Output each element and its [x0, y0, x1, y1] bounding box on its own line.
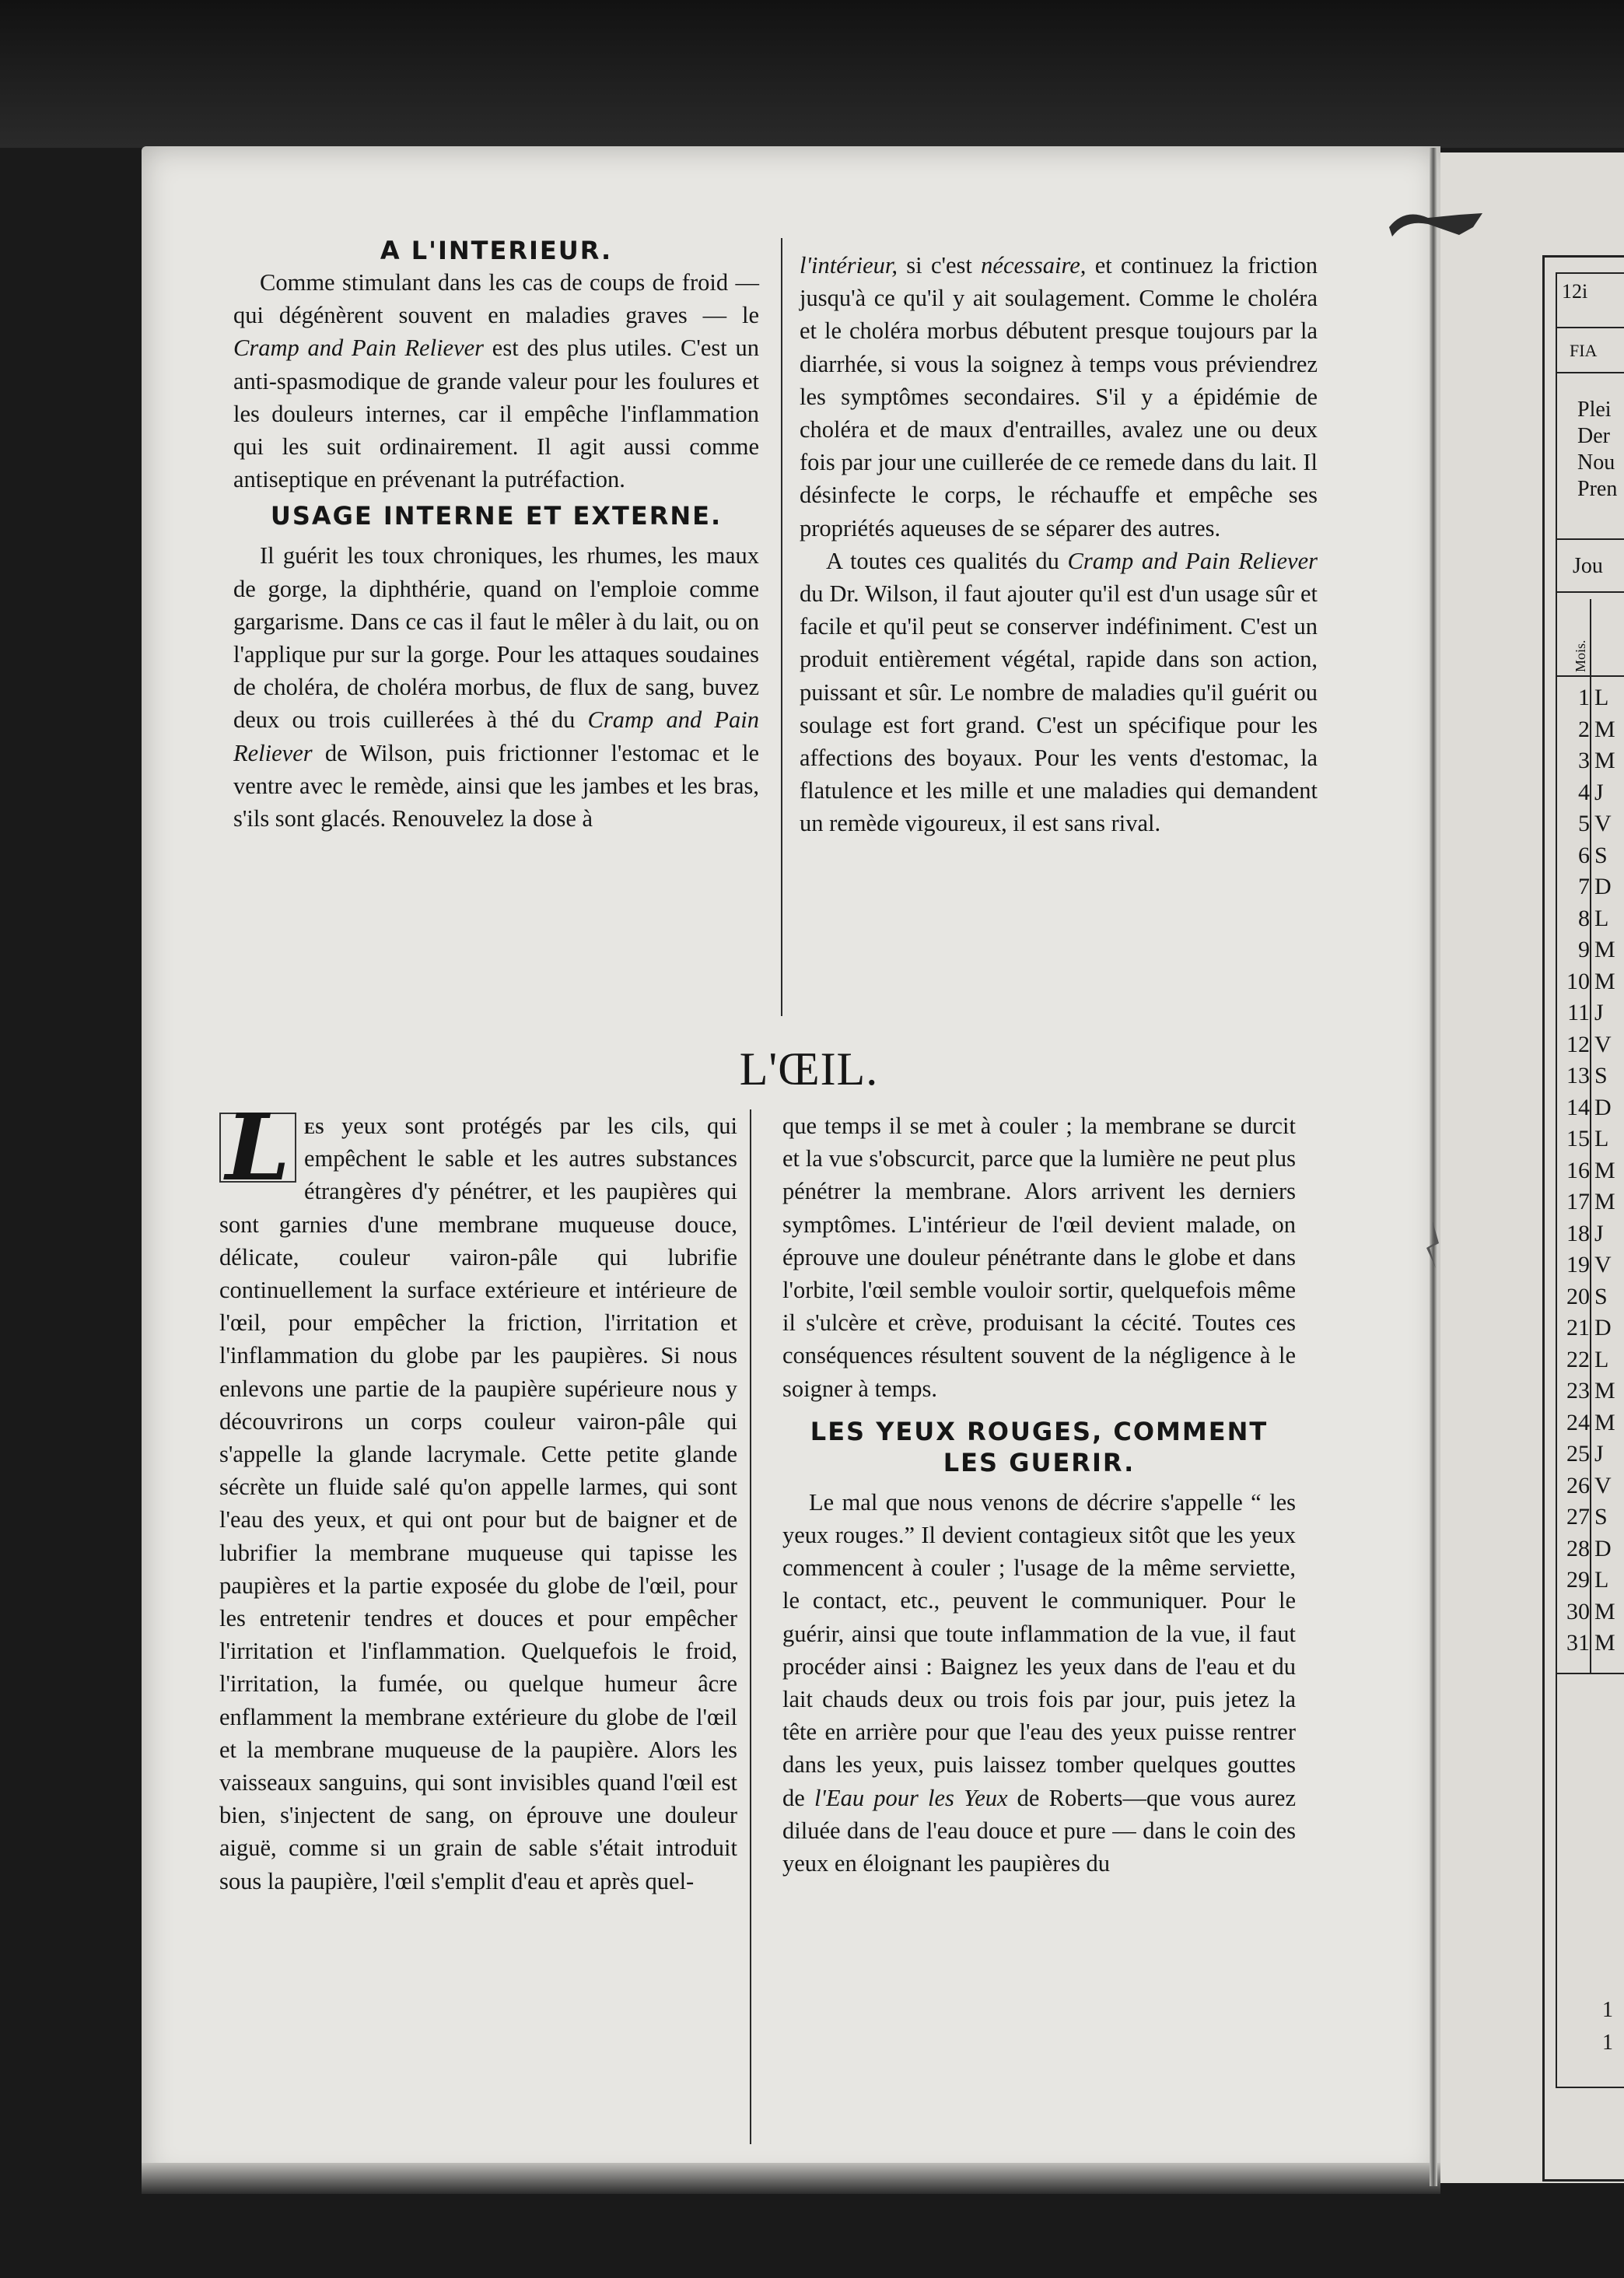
day-letter: L	[1594, 685, 1609, 710]
day-letter: V	[1594, 1472, 1612, 1498]
paragraph	[782, 1486, 1296, 1880]
day-number: 15	[1566, 1126, 1590, 1151]
calendar-month-header: FIA	[1557, 327, 1624, 373]
text: yeux sont protégés par les cils, qui empêchent le sable et les autres substances étrangères d'y pénétrer, et les paupières qui sont garnies d'une membrane muqueuse douce, délicate, couleur vairon-pâle qui lubrifie continuellement la surface extérieure et intérieure de l'œil, pour empêcher la friction, l'irritation et l'inflammation du globe par les paupières. Si nous enlevons une partie de la paupière supérieure nous y découvrirons un corps couleur vairon-pâle qui s'appelle la glande lacrymale. Cette petite glande sécrète un fluide salé qu'on appelle larmes, qui sont l'eau des yeux, et qui ont pour but de baigner et de lubrifier la membrane muqueuse qui tapisse les paupières et la partie exposée du globe de l'œil, pour les entretenir tendres et douces et pour empêcher l'irritation et l'inflammation. Quelquefois le froid, l'irritation, la fumée, ou quelque humeur âcre enflamment la membrane extérieure du globe de l'œil et la membrane muqueuse de la paupière. Alors les vaisseaux sanguins, qui sont invisibles quand l'œil est bien, s'injectent de sang, on éprouve une douleur aiguë, comme si un grain de sable s'était introduit sous la paupière, l'œil s'emplit d'eau et après quel-	[219, 1113, 737, 1894]
paragraph	[219, 1093, 737, 1898]
moon-phase-item: Der	[1577, 424, 1610, 448]
moon-phase-item: Pren	[1577, 477, 1618, 501]
calendar-day-row	[1557, 1630, 1619, 1662]
calendar-day-row	[1557, 1536, 1619, 1568]
calendar-jour-header: Jou	[1557, 538, 1624, 593]
day-letter: V	[1594, 811, 1612, 836]
calendar-day-row	[1557, 937, 1619, 969]
day-number: 31	[1566, 1630, 1590, 1656]
day-letter: M	[1594, 1630, 1615, 1656]
calendar-day-row	[1557, 1158, 1619, 1190]
text: Le mal que nous venons de décrire s'appelle “ les yeux rouges.” Il devient contagieux sitôt que les yeux commencent à couler ; l'usage de la même serviette, le contact, etc., peuvent le communiquer. Pour le guérir, ainsi que toute inflammation de la vue, il faut procéder ainsi : Baignez les yeux dans de l'eau et du lait chauds deux ou trois fois par jour, puis jetez la tête en arrière pour que l'eau des yeux puisse rentrer dans les yeux, puis laissez tomber quelques gouttes de	[782, 1488, 1296, 1811]
moon-phase-item: Nou	[1577, 450, 1615, 475]
calendar-day-row	[1557, 811, 1619, 843]
product-name: Cramp and Pain Reliever	[1067, 547, 1318, 574]
calendar-day-row	[1557, 906, 1619, 937]
calendar-day-row	[1557, 1032, 1619, 1064]
day-letter: S	[1594, 1063, 1608, 1088]
text: de Wilson, puis frictionner l'estomac et le ventre avec le remède, ainsi que les jambes et les bras, s'ils sont glacés. Renouvelez la dose à	[233, 739, 759, 832]
day-number: 16	[1566, 1157, 1590, 1183]
paragraph: que temps il se met à couler ; la membrane se durcit et la vue s'obscurcit, parce que la lumière ne peut plus pénétrer la membrane. Alors arrivent les derniers symptômes. L'intérieur de l'œil devient malade, on éprouve une douleur pénétrante dans le globe et dans l'orbite, l'œil semble vouloir sortir, quelquefois même il s'ulcère et crève, produisant la cécité. Toutes ces conséquences résultent souvent de la négligence à le soigner à temps.	[782, 1113, 1296, 1402]
day-number: 29	[1566, 1567, 1590, 1593]
calendar-day-row	[1557, 1378, 1619, 1410]
column-oeil-continued	[782, 1109, 1296, 1880]
day-number: 25	[1566, 1441, 1590, 1467]
product-name: Cramp and Pain Reliever	[233, 706, 759, 766]
text: Il guérit les toux chroniques, les rhumes, les maux de gorge, la diphthérie, quand on l'emploie comme gargarisme. Dans ce cas il faut le mêler à du lait, ou on l'applique pur sur la gorge. Pour les attaques soudaines de choléra, de choléra morbus, de flux de sang, buvez deux ou trois cuillerées à thé du	[233, 542, 759, 734]
calendar-day-row	[1557, 1347, 1619, 1379]
day-number: 10	[1566, 968, 1590, 994]
column-rule	[781, 238, 782, 1016]
text-italic: l'intérieur,	[800, 252, 898, 279]
calendar-day-row	[1557, 1095, 1619, 1127]
day-number: 17	[1566, 1189, 1590, 1214]
text: Comme stimulant dans les cas de coups de froid — qui dégénèrent souvent en maladies graves — le	[233, 269, 759, 329]
page-tear	[1423, 1221, 1447, 1268]
day-letter: M	[1594, 1409, 1615, 1435]
calendar-day-row	[1557, 1126, 1619, 1158]
calendar-header: 12i	[1562, 280, 1588, 303]
text: et continuez la friction jusqu'à ce qu'il y ait soulagement. Comme le choléra et le choléra morbus débutent presque toujours par la diarrhée, si vous la soignez à temps vous préviendrez les symptômes secondaires. S'il y a épidémie de choléra et de maux d'entrailles, avalez une ou deux fois par jour une cuillerée de ce remede dans du lait. Il désinfecte le corps, le réchauffe et empêche ses propriétés aqueuses de se séparer des autres.	[800, 252, 1318, 541]
moon-phase-item: Plei	[1577, 398, 1612, 422]
day-letter: D	[1594, 1094, 1612, 1120]
day-letter: J	[1594, 1000, 1604, 1025]
calendar-day-row	[1557, 1000, 1619, 1032]
day-letter: M	[1594, 748, 1615, 773]
calendar-day-row	[1557, 969, 1619, 1001]
day-number: 9	[1578, 937, 1590, 962]
day-number: 22	[1566, 1346, 1590, 1372]
day-letter: M	[1594, 968, 1615, 994]
calendar-day-row	[1557, 1189, 1619, 1221]
calendar-day-row	[1557, 1410, 1619, 1442]
column-rule	[750, 1109, 751, 2144]
day-number: 21	[1566, 1315, 1590, 1341]
heading-yeux-rouges: LES YEUX ROUGES, COMMENT LES GUERIR.	[810, 1416, 1269, 1477]
day-letter: J	[1594, 779, 1604, 805]
day-number: 14	[1566, 1094, 1590, 1120]
day-letter: D	[1594, 874, 1612, 899]
day-letter: M	[1594, 1157, 1615, 1183]
calendar-day-row	[1557, 1599, 1619, 1631]
paragraph	[800, 545, 1318, 840]
calendar-day-row	[1557, 1441, 1619, 1473]
calendar-day-row	[1557, 1063, 1619, 1095]
film-border	[0, 0, 1624, 148]
calendar-mois-label: Mois.	[1573, 640, 1588, 672]
paragraph	[233, 266, 759, 496]
text: A toutes ces qualités du	[826, 547, 1068, 574]
calendar-bottom-number: 1	[1602, 2031, 1613, 2055]
day-letter: L	[1594, 1346, 1609, 1372]
heading-usage-interne: USAGE INTERNE ET EXTERNE.	[270, 501, 723, 531]
text-italic: nécessaire,	[981, 252, 1087, 279]
day-number: 30	[1566, 1598, 1590, 1624]
calendar-bottom-number: 1	[1602, 1998, 1613, 2022]
calendar-day-row	[1557, 1221, 1619, 1253]
day-number: 6	[1578, 842, 1590, 868]
text: est des plus utiles. C'est un anti-spasmodique de grande valeur pour les foulures et les douleurs internes, car il empêche l'inflammation qui les suit ordinairement. Il agit aussi comme antiseptique en prévenant la putréfaction.	[233, 335, 759, 493]
text: de Roberts—que vous aurez diluée dans de l'eau douce et pure — dans le coin des yeux en éloignant les paupières du	[782, 1784, 1296, 1877]
calendar-day-row	[1557, 780, 1619, 811]
day-letter: S	[1594, 1504, 1608, 1530]
calendar-rule	[1557, 1673, 1624, 1674]
moon-phases	[1577, 397, 1617, 503]
day-number: 12	[1566, 1031, 1590, 1057]
day-number: 3	[1578, 748, 1590, 773]
text: si c'est	[897, 252, 982, 279]
day-number: 7	[1578, 874, 1590, 899]
day-letter: M	[1594, 1189, 1615, 1214]
day-number: 24	[1566, 1409, 1590, 1435]
day-number: 26	[1566, 1472, 1590, 1498]
calendar-day-row	[1557, 748, 1619, 780]
calendar-day-row	[1557, 717, 1619, 748]
column-interieur	[233, 235, 759, 835]
day-number: 8	[1578, 905, 1590, 931]
calendar-rule	[1557, 675, 1624, 677]
day-letter: J	[1594, 1220, 1604, 1246]
day-number: 18	[1566, 1220, 1590, 1246]
day-letter: S	[1594, 1283, 1608, 1309]
day-number: 27	[1566, 1504, 1590, 1530]
day-number: 5	[1578, 811, 1590, 836]
day-letter: S	[1594, 842, 1608, 868]
calendar-day-row	[1557, 1473, 1619, 1505]
torn-paper-scrap	[1381, 204, 1490, 251]
section-title-oeil: L'ŒIL.	[739, 1043, 879, 1095]
day-letter: D	[1594, 1315, 1612, 1341]
day-number: 23	[1566, 1378, 1590, 1404]
calendar-day-row	[1557, 843, 1619, 874]
day-number: 20	[1566, 1283, 1590, 1309]
column-oeil	[219, 1093, 737, 1898]
day-number: 2	[1578, 716, 1590, 742]
calendar-day-row	[1557, 1567, 1619, 1599]
product-name: l'Eau pour les Yeux	[814, 1784, 1008, 1811]
day-number: 19	[1566, 1252, 1590, 1277]
calendar-day-row	[1557, 1504, 1619, 1536]
day-number: 11	[1567, 1000, 1590, 1025]
drop-cap: L	[219, 1113, 296, 1183]
product-name: Cramp and Pain Reliever	[233, 335, 485, 362]
day-letter: L	[1594, 1567, 1609, 1593]
day-number: 1	[1578, 685, 1590, 710]
day-number: 28	[1566, 1535, 1590, 1561]
paragraph	[800, 249, 1318, 545]
heading-a-linterieur: A L'INTERIEUR.	[380, 236, 613, 265]
text: du Dr. Wilson, il faut ajouter qu'il est d'un usage sûr et facile et qu'il peut se conserver indéfiniment. C'est un produit entièrement végétal, rapide dans son action, puissant et sûr. Le nombre de maladies qu'il guérit ou soulage est fort grand. C'est un spécifique pour les affections des boyaux. Pour les vents d'estomac, la flatulence et les mille et une maladies qui demandent un remède vigoureux, il est sans rival.	[800, 580, 1318, 837]
day-letter: D	[1594, 1535, 1612, 1561]
calendar-day-row	[1557, 874, 1619, 906]
calendar-day-row	[1557, 1252, 1619, 1284]
day-letter: V	[1594, 1031, 1612, 1057]
calendar-days	[1557, 685, 1619, 1662]
calendar-day-row	[1557, 685, 1619, 717]
day-letter: M	[1594, 716, 1615, 742]
day-number: 13	[1566, 1063, 1590, 1088]
day-letter: M	[1594, 937, 1615, 962]
calendar-day-row	[1557, 1315, 1619, 1347]
day-letter: J	[1594, 1441, 1604, 1467]
column-interieur-continued	[800, 249, 1318, 840]
first-word: es	[303, 1113, 324, 1139]
day-letter: V	[1594, 1252, 1612, 1277]
page-fold	[1430, 148, 1437, 2186]
paragraph	[233, 539, 759, 835]
page-edge	[142, 2163, 1440, 2194]
day-letter: L	[1594, 1126, 1609, 1151]
calendar-day-row	[1557, 1284, 1619, 1316]
day-letter: L	[1594, 905, 1609, 931]
day-number: 4	[1578, 779, 1590, 805]
day-letter: M	[1594, 1378, 1615, 1404]
day-letter: M	[1594, 1598, 1615, 1624]
